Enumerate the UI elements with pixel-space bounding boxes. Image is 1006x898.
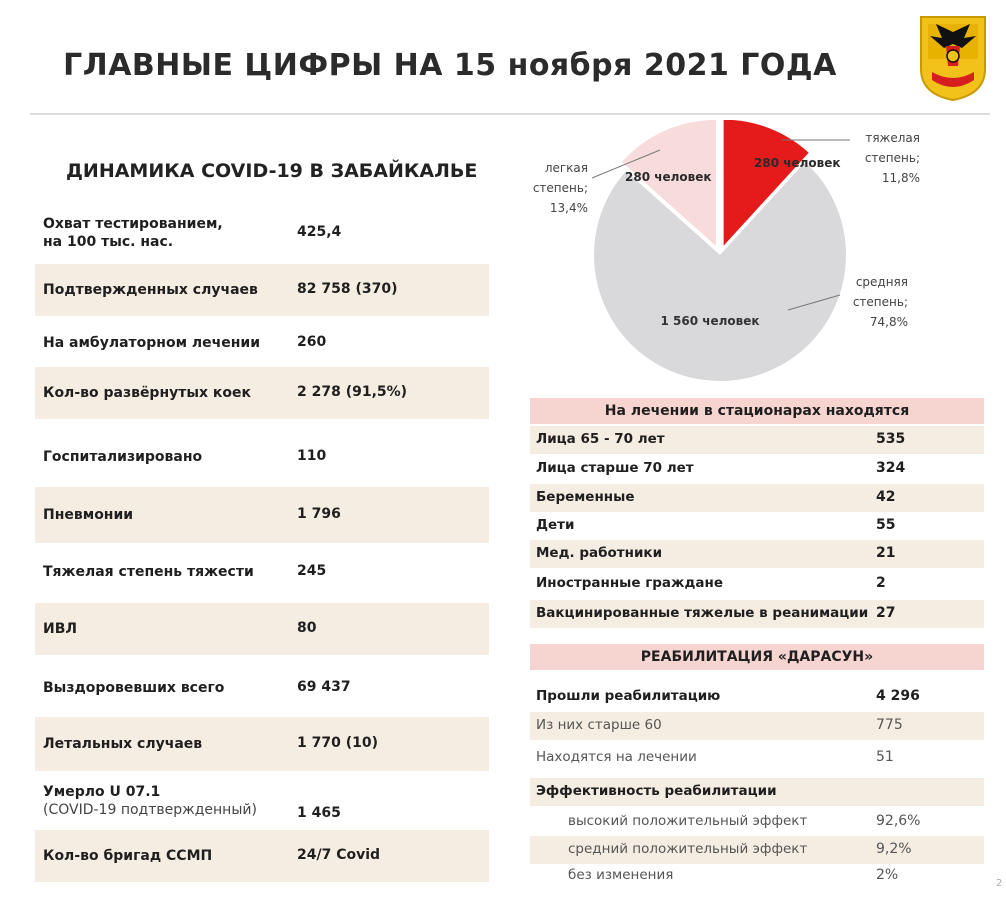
row-label: Охват тестированием, на 100 тыс. нас. (43, 216, 223, 250)
row-value: 1 770 (10) (297, 735, 378, 751)
coat-of-arms-icon (918, 14, 988, 102)
row-label: Лица старше 70 лет (536, 460, 694, 476)
row-value: 2 278 (91,5%) (297, 384, 408, 400)
table-row (35, 830, 489, 882)
row-label: ИВЛ (43, 621, 78, 637)
row-sublabel: (COVID-19 подтвержденный) (43, 802, 257, 818)
row-value: 2% (876, 867, 899, 883)
table-row (530, 600, 984, 628)
table-row (35, 774, 489, 828)
row-value: 69 437 (297, 679, 351, 695)
title-divider (30, 113, 990, 115)
row-label: Из них старше 60 (536, 717, 662, 733)
slice-category-label: тяжелая (865, 131, 920, 145)
row-value: 42 (876, 489, 896, 505)
table-row (35, 717, 489, 771)
row-label: Пневмонии (43, 507, 134, 523)
row-label: Эффективность реабилитации (536, 783, 777, 799)
pie-slice (594, 162, 846, 381)
row-label: Летальных случаев (43, 736, 203, 752)
row-label: Лица 65 - 70 лет (536, 431, 665, 447)
row-value: 27 (876, 605, 896, 621)
severity-pie-chart (520, 120, 980, 390)
slice-count-label: 280 человек (754, 156, 841, 170)
slice-percent-label: 74,8% (869, 315, 908, 329)
row-value: 24/7 Covid (297, 847, 381, 863)
row-value: 260 (297, 334, 327, 350)
slice-category-label: легкая (544, 161, 588, 175)
table-row (35, 603, 489, 655)
table-row (530, 744, 984, 772)
table-row (530, 455, 984, 483)
table-header: На лечении в стационарах находятся (530, 398, 984, 424)
slice-category-label: средняя (855, 275, 908, 289)
row-value: 55 (876, 517, 896, 533)
row-label: Мед. работники (536, 545, 663, 561)
row-label: Беременные (536, 489, 635, 505)
row-value: 245 (297, 563, 327, 579)
table-row (530, 683, 984, 711)
row-value: 110 (297, 448, 327, 464)
table-row (35, 319, 489, 367)
row-value: 1 465 (297, 805, 341, 821)
table-row (530, 540, 984, 568)
slice-category-label: степень; (864, 151, 920, 165)
row-value: 775 (876, 717, 903, 733)
row-value: 82 758 (370) (297, 281, 398, 297)
table-row (530, 862, 984, 890)
row-value: 80 (297, 620, 317, 636)
row-value: 51 (876, 749, 894, 765)
row-value: 1 796 (297, 506, 341, 522)
row-label: без изменения (568, 867, 674, 883)
left-heading: ДИНАМИКА COVID-19 В ЗАБАЙКАЛЬЕ (66, 160, 478, 182)
table-row (530, 808, 984, 836)
table-row (35, 660, 489, 716)
table-row (530, 426, 984, 454)
table-row (530, 836, 984, 864)
table-row (35, 428, 489, 486)
row-label: Вакцинированные тяжелые в реанимации (536, 605, 869, 621)
row-label: Тяжелая степень тяжести (43, 564, 254, 580)
page-number: 2 (996, 878, 1003, 889)
slice-percent-label: 11,8% (881, 171, 920, 185)
table-row (530, 570, 984, 598)
slice-count-label: 280 человек (625, 170, 712, 184)
row-label: высокий положительный эффект (568, 813, 808, 829)
table-row (35, 205, 489, 261)
slice-percent-label: 13,4% (549, 201, 588, 215)
table-row (530, 778, 984, 806)
slice-category-label: степень; (852, 295, 908, 309)
row-label: Кол-во бригад ССМП (43, 848, 213, 864)
row-label: средний положительный эффект (568, 841, 808, 857)
table-row (35, 547, 489, 597)
slice-count-label: 1 560 человек (660, 314, 760, 328)
row-value: 2 (876, 575, 886, 591)
table-row (530, 484, 984, 512)
page-title: ГЛАВНЫЕ ЦИФРЫ НА 15 ноября 2021 ГОДА (63, 48, 837, 83)
row-value: 9,2% (876, 841, 912, 857)
row-label: Находятся на лечении (536, 749, 697, 765)
row-label: Подтвержденных случаев (43, 282, 258, 298)
row-label: Дети (536, 517, 575, 533)
row-label: Госпитализировано (43, 449, 203, 465)
row-label: На амбулаторном лечении (43, 335, 261, 351)
table-row (35, 264, 489, 316)
row-value: 535 (876, 431, 906, 447)
table-row (530, 712, 984, 740)
table-row (530, 512, 984, 540)
row-label: Иностранные граждане (536, 575, 723, 591)
table-row (35, 367, 489, 419)
row-value: 92,6% (876, 813, 921, 829)
row-label: Кол-во развёрнутых коек (43, 385, 252, 401)
row-label: Умерло U 07.1 (COVID-19 подтвержденный) (43, 784, 257, 818)
row-value: 21 (876, 545, 896, 561)
row-value: 4 296 (876, 688, 920, 704)
table-row (35, 487, 489, 543)
slice-category-label: степень; (532, 181, 588, 195)
row-value: 324 (876, 460, 906, 476)
row-label: Выздоровевших всего (43, 680, 225, 696)
row-label: Прошли реабилитацию (536, 688, 721, 704)
row-value: 425,4 (297, 224, 342, 240)
table-header: РЕАБИЛИТАЦИЯ «ДАРАСУН» (530, 644, 984, 670)
